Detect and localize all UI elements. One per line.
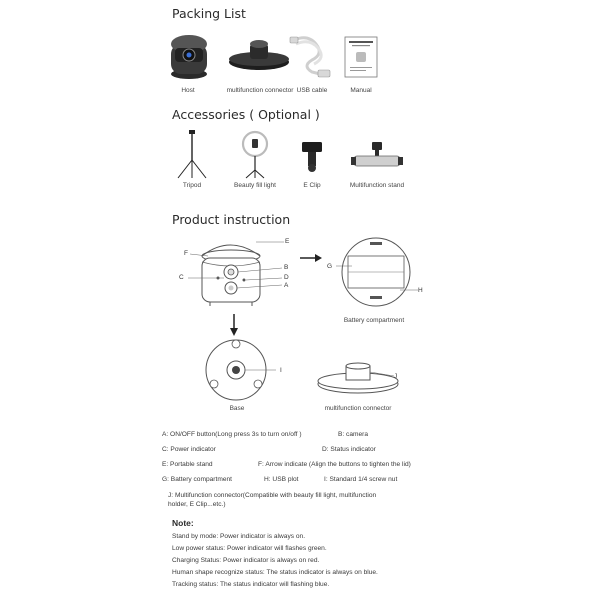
label-a: A: [284, 282, 289, 289]
packing-list-title: Packing List: [172, 6, 246, 21]
accessory-beauty-fill-light: Beauty fill light: [234, 182, 276, 189]
host-image: [163, 30, 215, 82]
arrow-down-icon: [229, 314, 239, 336]
note-line-standby: Stand by mode: Power indicator is always on.: [172, 533, 306, 540]
product-instruction-title: Product instruction: [172, 212, 291, 227]
label-g: G: [327, 263, 333, 270]
label-f: F: [184, 250, 188, 257]
label-b: B: [284, 264, 289, 271]
label-c: C: [179, 274, 184, 281]
label-j: J: [394, 373, 398, 380]
accessories-title: Accessories ( Optional ): [172, 107, 320, 122]
legend-e: E: Portable stand: [162, 461, 213, 468]
accessory-tripod: Tripod: [182, 182, 202, 189]
legend-d: D: Status indicator: [322, 446, 376, 453]
packing-item-host: Host: [181, 87, 195, 94]
legend-b: B: camera: [338, 431, 369, 438]
packing-item-connector: multifunction connector: [226, 87, 294, 94]
legend-h: H: USB plot: [264, 476, 299, 483]
accessory-e-clip: E Clip: [303, 182, 321, 189]
label-d: D: [284, 274, 289, 281]
legend-c: C: Power indicator: [162, 446, 216, 453]
note-title: Note:: [172, 518, 194, 528]
label-i: I: [280, 367, 282, 374]
usb-cable-image: [288, 32, 336, 80]
packing-item-manual: Manual: [350, 87, 372, 94]
multifunction-connector-image: [228, 36, 290, 76]
base-caption: Base: [229, 405, 245, 412]
tripod-image: [172, 130, 212, 180]
base-diagram: [200, 338, 280, 402]
battery-compartment-caption: Battery compartment: [343, 317, 405, 324]
legend-g: G: Battery compartment: [162, 476, 232, 483]
accessory-multifunction-stand: Multifunction stand: [349, 182, 405, 189]
note-line-human-shape: Human shape recognize status: The status indicator is always on blue.: [172, 569, 378, 576]
connector-caption: multifunction connector: [324, 405, 392, 412]
legend-j-line1: J: Multifunction connector(Compatible with beauty fill light, multifunction: [168, 492, 377, 499]
legend-f: F: Arrow indicate (Align the buttons to tighten the lid): [258, 461, 411, 468]
arrow-right-icon: [300, 254, 322, 262]
beauty-fill-light-image: [234, 130, 276, 180]
manual-image: [344, 36, 378, 78]
note-line-low-power: Low power status: Power indicator will flashes green.: [172, 545, 327, 552]
battery-compartment-diagram: [330, 234, 430, 312]
multifunction-stand-image: [350, 140, 404, 174]
label-e: E: [285, 238, 290, 245]
label-h: H: [418, 287, 423, 294]
legend-i: I: Standard 1/4 screw nut: [324, 476, 398, 483]
e-clip-image: [300, 140, 324, 174]
packing-item-usb: USB cable: [296, 87, 328, 94]
note-line-tracking: Tracking status: The status indicator will flashing blue.: [172, 581, 330, 588]
note-line-charging: Charging Status: Power indicator is always on red.: [172, 557, 320, 564]
legend-j-line2: holder, E Clip...etc.): [168, 501, 226, 508]
connector-side-diagram: [316, 362, 406, 396]
legend-a: A: ON/OFF button(Long press 3s to turn on/off ): [162, 431, 302, 438]
device-front-diagram: [180, 234, 300, 314]
